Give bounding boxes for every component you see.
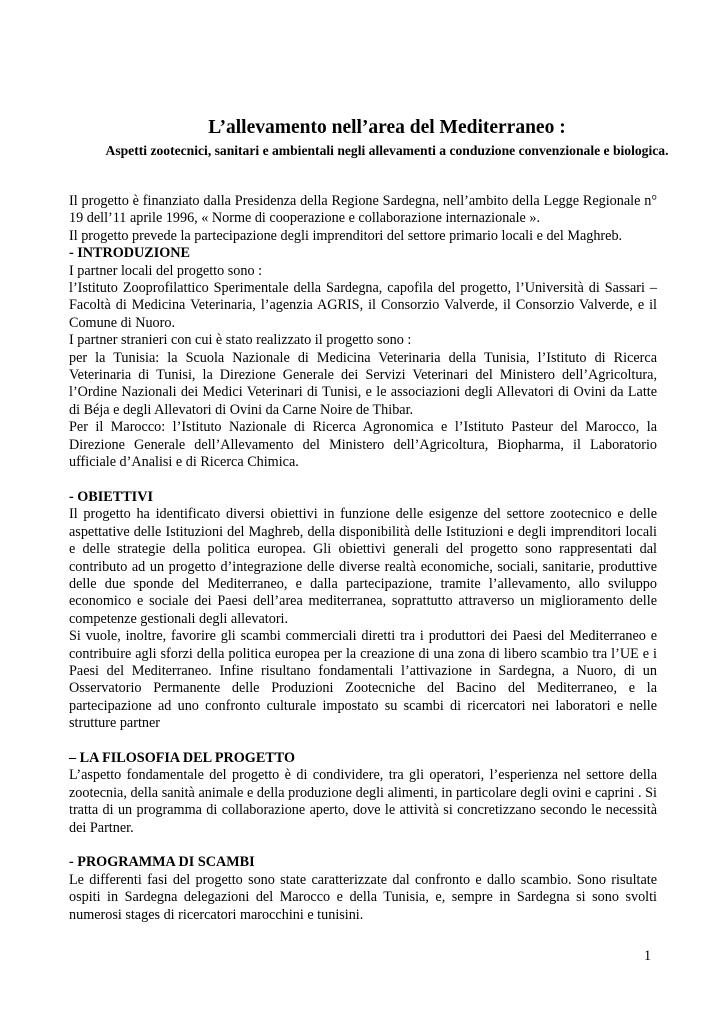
section-paragraph: Per il Marocco: l’Istituto Nazionale di Ricerca Agronomica e l’Istituto Pasteur del Marocco, la Direzione Generale dell’Allevamento del Ministero dell’Agricoltura, Biopharma, il Laboratorio ufficiale d’Analisi e di Ricerca Chimica. (69, 419, 657, 471)
spacer (69, 472, 657, 489)
document-subtitle: Aspetti zootecnici, sanitari e ambientali negli allevamenti a conduzione convenzionale e biologica. (105, 143, 669, 158)
document-title: L’allevamento nell’area del Mediterraneo : (208, 117, 566, 138)
section-heading-introduzione: - INTRODUZIONE (69, 245, 191, 262)
section-paragraph: L’aspetto fondamentale del progetto è di condividere, tra gli operatori, l’esperienza nel settore della zootecnia, della sanità animale e della produzione degli alimenti, in particolare degli ovini e caprini . Si tratta di un programma di collaborazione aperto, dove le attività si concretizzano secondo le necessità dei Partner. (69, 767, 657, 836)
document-body (69, 193, 657, 924)
section-paragraph: I partner stranieri con cui è stato realizzato il progetto sono : (69, 332, 412, 349)
section-paragraph: Il progetto ha identificato diversi obiettivi in funzione delle esigenze del settore zootecnico e delle aspettative delle Istituzioni del Maghreb, della disponibilità delle Istituzioni e degli imprenditori locali e delle strategie della politica europea. Gli obiettivi generali del progetto sono rappresentati dal contributo ad un progetto d’integrazione delle diverse realtà economiche, sociali, sanitarie, produttive delle due sponde del Mediterraneo, e dalla partecipazione, tramite l’allevamento, allo sviluppo economico e sociale dei Paesi dell’area mediterranea, soprattutto attraverso un miglioramento delle competenze gestionali degli allevatori. (69, 506, 657, 627)
section-paragraph: per la Tunisia: la Scuola Nazionale di Medicina Veterinaria della Tunisia, l’Istituto di Ricerca Veterinaria di Tunisi, la Direzione Generale dei Servizi Veterinari del Ministero dell’Agricoltura, l’Ordine Nazionali dei Medici Veterinari di Tunisi, e le associazioni degli Allevatori di Ovini da Latte di Béja e degli Allevatori di Ovini da Carne Noire de Thibar. (69, 349, 657, 418)
section-heading-obiettivi: - OBIETTIVI (69, 488, 153, 505)
spacer (69, 733, 657, 750)
section-paragraph: I partner locali del progetto sono : (69, 262, 263, 279)
section-heading-filosofia: – LA FILOSOFIA DEL PROGETTO (69, 749, 296, 766)
section-paragraph: l’Istituto Zooprofilattico Sperimentale della Sardegna, capofila del progetto, l’Università di Sassari – Facoltà di Medicina Veterinaria, l’agenzia AGRIS, il Consorzio Valverde, il Consorzio Valverde, e il Comune di Nuoro. (69, 280, 657, 331)
intro-paragraph: Il progetto è finanziato dalla Presidenza della Regione Sardegna, nell’ambito della Legge Regionale n° 19 dell’11 aprile 1996, « Norme di cooperazione e collaborazione internazionale ». (69, 193, 657, 227)
section-heading-programma-scambi: - PROGRAMMA DI SCAMBI (69, 854, 255, 871)
page-number: 1 (644, 948, 652, 964)
section-paragraph: Si vuole, inoltre, favorire gli scambi commerciali diretti tra i produttori dei Paesi del Mediterraneo e contribuire agli sforzi della politica europea per la creazione di una zona di libero scambio tra l’UE e i Paesi del Mediterraneo. Infine risultano fondamentali l’attivazione in Sardegna, a Nuoro, di un Osservatorio Permanente delle Produzioni Zootecniche del Bacino del Mediterraneo, e la partecipazione ad uno confronto culturale impostato su scambi di ricercatori nei laboratori e nelle strutture partner (69, 628, 657, 732)
spacer (69, 837, 657, 854)
intro-paragraph: Il progetto prevede la partecipazione degli imprenditori del settore primario locali e del Maghreb. (69, 227, 623, 244)
section-paragraph: Le differenti fasi del progetto sono state caratterizzate dal confronto e dallo scambio. Sono risultate ospiti in Sardegna delegazioni del Marocco e della Tunisia, e, sempre in Sardegna si sono svolti numerosi stages di ricercatori marocchini e tunisini. (69, 871, 657, 923)
